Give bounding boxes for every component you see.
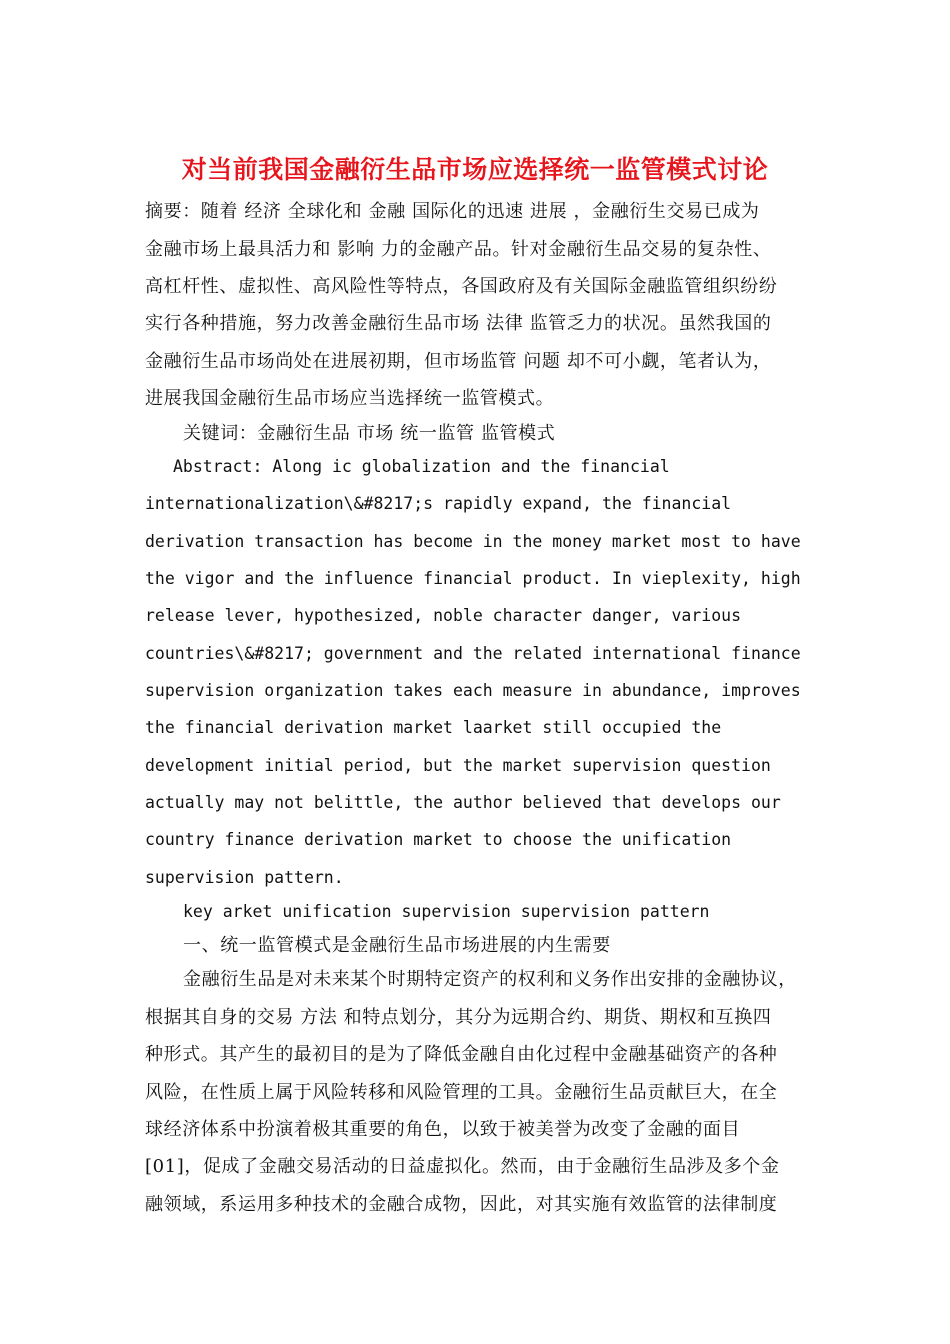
abstract-cn-line: 摘要：随着 经济 全球化和 金融 国际化的迅速 进展 ，金融衍生交易已成为: [145, 201, 760, 222]
abstract-en-line: country finance derivation market to choose the unification: [145, 830, 732, 849]
abstract-en-line: internationalization\&#8217;s rapidly expand, the financial: [145, 494, 732, 513]
abstract-en-line: the vigor and the influence financial product. In vieplexity, high: [145, 569, 801, 588]
keywords-en: key arket unification supervision supervision pattern: [183, 902, 710, 921]
keywords-cn: 关键词：金融衍生品 市场 统一监管 监管模式: [183, 423, 556, 444]
document-title: 对当前我国金融衍生品市场应选择统一监管模式讨论: [181, 155, 769, 184]
body-line: 根据其自身的交易 方法 和特点划分，其分为远期合约、期货、期权和互换四: [145, 1007, 772, 1028]
body-line: 球经济体系中扮演着极其重要的角色，以致于被美誉为改变了金融的面目: [145, 1119, 741, 1140]
abstract-en-line: development initial period, but the market supervision question: [145, 756, 771, 775]
abstract-en-line: supervision organization takes each measure in abundance, improves: [145, 681, 801, 700]
abstract-cn-line: 高杠杆性、虚拟性、高风险性等特点，各国政府及有关国际金融监管组织纷纷: [145, 276, 778, 297]
body-line: 金融衍生品是对未来某个时期特定资产的权利和义务作出安排的金融协议，: [183, 969, 797, 990]
abstract-en-line: supervision pattern.: [145, 868, 344, 887]
abstract-cn-line: 金融市场上最具活力和 影响 力的金融产品。针对金融衍生品交易的复杂性、: [145, 239, 772, 260]
abstract-en-line: countries\&#8217; government and the related international finance: [145, 644, 801, 663]
abstract-en-line: release lever, hypothesized, noble character danger, various: [145, 606, 742, 625]
abstract-en-line: actually may not belittle, the author believed that develops our: [145, 793, 781, 812]
abstract-en-line: derivation transaction has become in the money market most to have: [145, 532, 801, 551]
abstract-en-line: Abstract: Along ic globalization and the financial: [173, 457, 670, 476]
abstract-cn-line: 实行各种措施，努力改善金融衍生品市场 法律 监管乏力的状况。虽然我国的: [145, 313, 772, 334]
abstract-cn-line: 金融衍生品市场尚处在进展初期，但市场监管 问题 却不可小觑，笔者认为，: [145, 351, 772, 372]
abstract-cn-line: 进展我国金融衍生品市场应当选择统一监管模式。: [145, 388, 555, 409]
body-line: 融领域，系运用多种技术的金融合成物，因此，对其实施有效监管的法律制度: [145, 1194, 778, 1215]
section-heading: 一、统一监管模式是金融衍生品市场进展的内生需要: [183, 935, 611, 956]
abstract-en-line: the financial derivation market laarket still occupied the: [145, 718, 722, 737]
body-line: [01]，促成了金融交易活动的日益虚拟化。然而，由于金融衍生品涉及多个金: [145, 1156, 780, 1177]
body-line: 种形式。其产生的最初目的是为了降低金融自由化过程中金融基础资产的各种: [145, 1044, 778, 1065]
body-line: 风险，在性质上属于风险转移和风险管理的工具。金融衍生品贡献巨大，在全: [145, 1082, 778, 1103]
